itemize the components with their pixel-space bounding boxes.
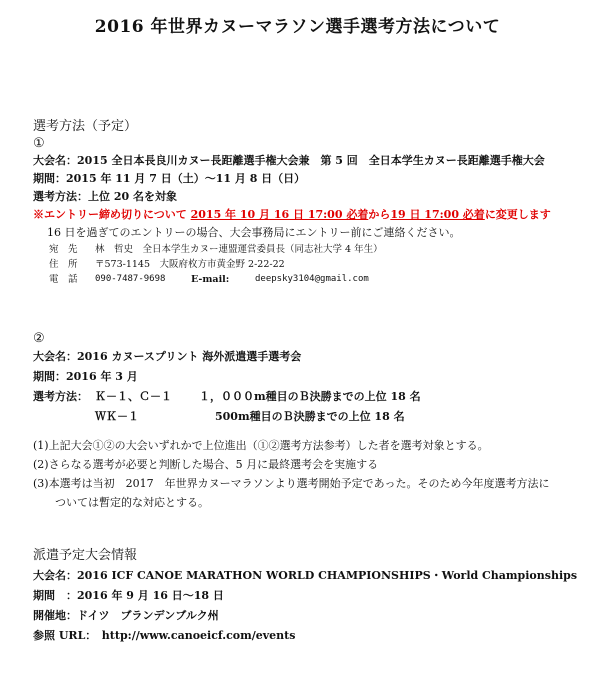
method-2-category: ＷＫ－１ [95,410,139,423]
note-2: (2)さらなる選考が必要と判断した場合、5 月に最終選考会を実施する [33,458,379,471]
method-2-text: 500m種目のＢ決勝までの上位 18 名 [215,410,405,423]
email-label: E-mail: [191,274,230,285]
phone-value: 090-7487-9698 [95,274,166,284]
section-2-event: 大会名：2016 カヌースプリント 海外派遣選手選考会 [33,350,302,363]
section-2-method-row-1 [33,388,421,406]
section-1-period: 期間：2015 年 11 月 7 日（土）～11 月 8 日（日） [33,172,306,185]
section-1 [33,118,551,287]
method-label: 選考方法： [33,390,88,403]
recipient-value: 林 哲史 全日本学生カヌー連盟運営委員長（同志社大学 4 年生） [95,244,383,255]
dispatch-venue: 開催地：ドイツ ブランデンブルク州 [33,609,219,622]
note-1: (1)上記大会①②の大会いずれかで上位進出（①②選考方法参考）した者を選考対象とする。 [33,439,489,452]
notice-date-new: 19 日 17:00 必着 [390,208,485,221]
email-value: deepsky3104@gmail.com [255,274,369,284]
section-2-period: 期間：2016 年 3 月 [33,370,138,383]
notes-block [33,436,549,512]
section-1-number: ① [33,136,45,151]
notice-prefix: ※エントリー締め切りについて [33,208,191,221]
dispatch-event: 大会名：2016 ICF CANOE MARATHON WORLD CHAMPIONSHIPS・World Championships [33,569,578,582]
late-entry-note: 16 日を過ぎてのエントリーの場合、大会事務局にエントリー前にご連絡ください。 [47,226,461,239]
dispatch-heading: 派遣予定大会情報 [33,548,138,563]
entry-deadline-notice [33,206,551,224]
dispatch-period: 期間 ：2016 年 9 月 16 日～18 日 [33,589,224,602]
section-1-method: 選考方法：上位 20 名を対象 [33,190,177,203]
notice-mid: から [368,208,391,221]
dispatch-reference-url: 参照 URL： http://www.canoeicf.com/events [33,629,296,642]
note-3: (3)本選考は当初 2017 年世界カヌーマラソンより選考開始予定であった。そのため今年度選考方法に [33,477,550,490]
selection-method-heading: 選考方法（予定） [33,119,138,134]
contact-address-row [33,257,551,272]
phone-label: 電 話 [49,274,78,285]
dispatch-info [33,546,577,646]
address-value: 〒573-1145 大阪府枚方市黄金野 2-22-22 [95,259,285,270]
section-1-event: 大会名：2015 全日本長良川カヌー長距離選手権大会兼 第 5 回 全日本学生カヌー長距離選手権大会 [33,154,545,167]
notice-suffix: に変更します [484,208,551,221]
section-2-method-row-2 [33,408,405,426]
note-3-continued: ついては暫定的な対応とする。 [33,496,209,509]
section-2 [33,330,421,426]
contact-phone-row [33,272,551,287]
notice-date-old: 2015 年 10 月 16 日 17:00 必着 [190,208,369,221]
recipient-label: 宛 先 [49,244,78,255]
page-title: 2016 年世界カヌーマラソン選手選考方法について [94,17,501,37]
method-1-text: １，０００m種目のＢ決勝までの上位 18 名 [199,390,421,403]
address-label: 住 所 [49,259,78,270]
section-2-number: ② [33,331,45,346]
method-1-category: Ｋ－１、Ｃ－１ [95,390,172,403]
contact-recipient-row [33,242,551,257]
